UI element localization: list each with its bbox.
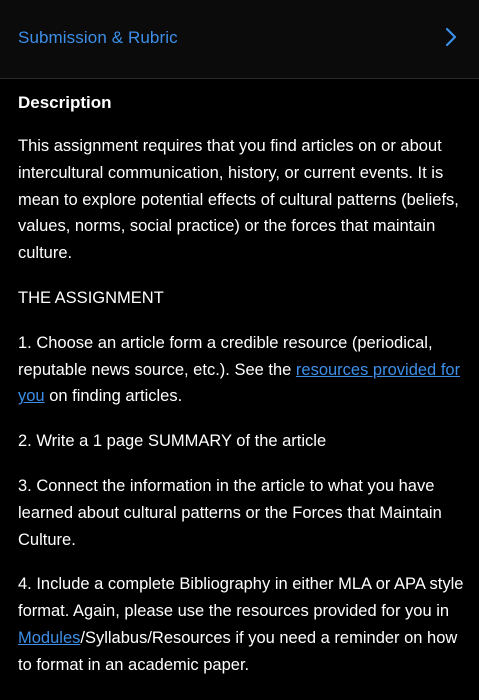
step-2-paragraph: 2. Write a 1 page SUMMARY of the article	[18, 432, 327, 451]
step-4-text: 4. Include a complete Bibliography in either MLA or APA style format. Again, please use the resources provided for you in	[18, 575, 464, 621]
description-heading: Description	[18, 93, 112, 112]
chevron-right-icon[interactable]	[440, 25, 464, 49]
submission-rubric-bar[interactable]	[0, 0, 479, 79]
step-1-text-end: on finding articles.	[44, 387, 183, 406]
resources-link[interactable]: resources provided for you	[18, 360, 461, 406]
modules-link[interactable]: Modules	[18, 628, 81, 647]
description-section	[18, 91, 466, 697]
step-4-paragraph	[18, 571, 466, 678]
step-1-paragraph	[18, 330, 466, 410]
step-1-text: 1. Choose an article form a credible resource (periodical, reputable news source, etc.). See the	[18, 333, 433, 379]
submission-rubric-link[interactable]: Submission & Rubric	[18, 28, 178, 47]
assignment-title: THE ASSIGNMENT	[18, 288, 164, 307]
step-4-text-end: /Syllabus/Resources if you need a reminder on how to format in an academic paper.	[18, 628, 458, 674]
intro-paragraph: This assignment requires that you find articles on or about intercultural communication, history, or current events. It is mean to explore potential effects of cultural patterns (beliefs, values, norms, social practice) or the forces that maintain culture.	[18, 137, 459, 263]
step-3-paragraph: 3. Connect the information in the article to what you have learned about cultural patterns or the Forces that Maintain Culture.	[18, 476, 442, 549]
